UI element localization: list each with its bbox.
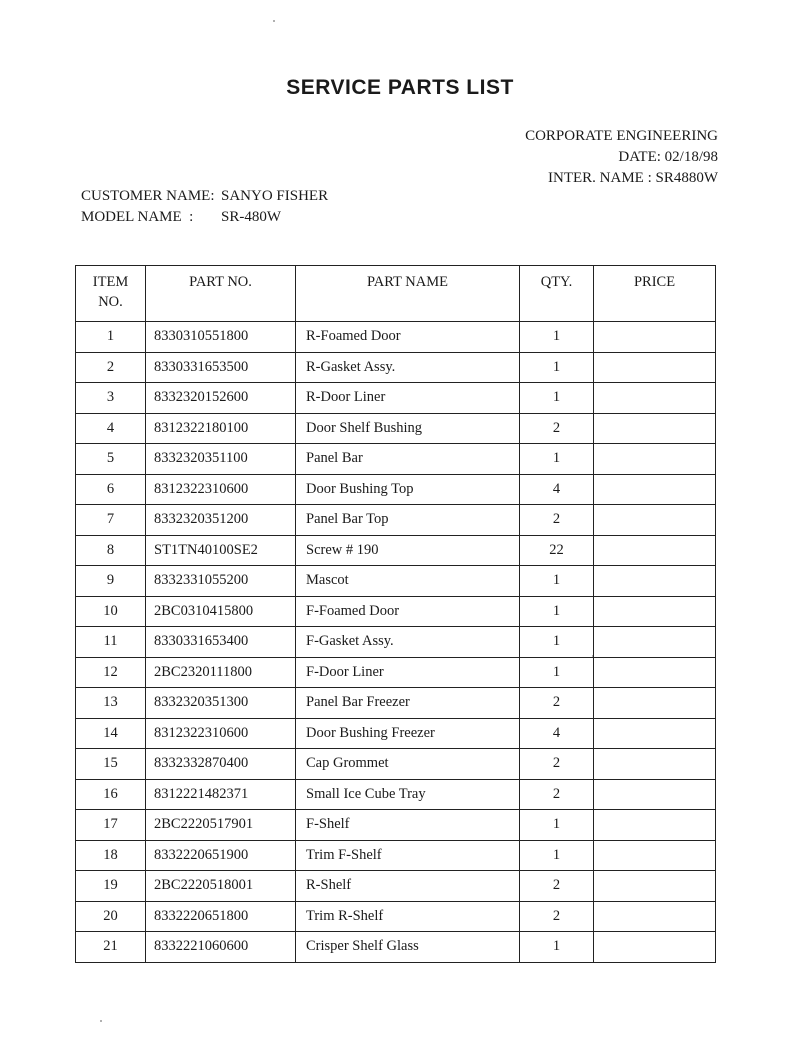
cell-item-no: 13 (76, 688, 146, 719)
cell-part-no: 8332221060600 (146, 932, 296, 963)
cell-part-no: 8312322310600 (146, 474, 296, 505)
cell-part-name: Mascot (296, 566, 520, 597)
cell-part-no: 8312221482371 (146, 779, 296, 810)
cell-part-name: Screw # 190 (296, 535, 520, 566)
table-row (76, 535, 716, 566)
table-row (76, 901, 716, 932)
cell-item-no: 15 (76, 749, 146, 780)
internal-name: INTER. NAME : SR4880W (548, 170, 718, 186)
cell-qty: 4 (520, 718, 594, 749)
cell-price (594, 505, 716, 536)
cell-part-no: 2BC2220518001 (146, 871, 296, 902)
table-row (76, 840, 716, 871)
cell-item-no: 16 (76, 779, 146, 810)
cell-qty: 1 (520, 840, 594, 871)
table-row (76, 718, 716, 749)
cell-item-no: 9 (76, 566, 146, 597)
customer-row (81, 186, 328, 207)
cell-part-name: F-Gasket Assy. (296, 627, 520, 658)
cell-part-no: 8312322180100 (146, 413, 296, 444)
table-row (76, 413, 716, 444)
cell-price (594, 474, 716, 505)
cell-item-no: 18 (76, 840, 146, 871)
cell-qty: 1 (520, 444, 594, 475)
cell-part-name: F-Shelf (296, 810, 520, 841)
cell-qty: 2 (520, 871, 594, 902)
cell-price (594, 322, 716, 353)
cell-part-no: 8330331653400 (146, 627, 296, 658)
table-row (76, 810, 716, 841)
cell-qty: 1 (520, 322, 594, 353)
cell-part-name: Cap Grommet (296, 749, 520, 780)
cell-part-name: Door Bushing Top (296, 474, 520, 505)
cell-price (594, 627, 716, 658)
cell-part-no: 8332320351200 (146, 505, 296, 536)
document-date: DATE: 02/18/98 (618, 149, 718, 165)
cell-part-name: Trim F-Shelf (296, 840, 520, 871)
cell-price (594, 383, 716, 414)
table-row (76, 871, 716, 902)
header-price: PRICE (594, 266, 716, 322)
scan-speck (100, 1020, 102, 1022)
table-row (76, 322, 716, 353)
cell-item-no: 12 (76, 657, 146, 688)
table-row (76, 749, 716, 780)
cell-part-name: Panel Bar Top (296, 505, 520, 536)
cell-qty: 1 (520, 352, 594, 383)
cell-qty: 1 (520, 596, 594, 627)
cell-item-no: 7 (76, 505, 146, 536)
cell-qty: 1 (520, 383, 594, 414)
cell-qty: 1 (520, 932, 594, 963)
cell-part-no: 8330331653500 (146, 352, 296, 383)
cell-item-no: 21 (76, 932, 146, 963)
model-label: MODEL NAME : (81, 209, 194, 225)
cell-qty: 22 (520, 535, 594, 566)
cell-part-name: Panel Bar (296, 444, 520, 475)
header-item-no: ITEM NO. (76, 266, 146, 322)
cell-part-name: Panel Bar Freezer (296, 688, 520, 719)
cell-price (594, 444, 716, 475)
cell-item-no: 2 (76, 352, 146, 383)
cell-price (594, 901, 716, 932)
cell-qty: 1 (520, 657, 594, 688)
header-qty: QTY. (520, 266, 594, 322)
cell-part-name: Crisper Shelf Glass (296, 932, 520, 963)
cell-item-no: 5 (76, 444, 146, 475)
cell-item-no: 17 (76, 810, 146, 841)
cell-price (594, 566, 716, 597)
cell-price (594, 352, 716, 383)
cell-price (594, 840, 716, 871)
cell-part-no: 8312322310600 (146, 718, 296, 749)
customer-info (81, 186, 328, 228)
cell-qty: 1 (520, 810, 594, 841)
cell-part-name: R-Gasket Assy. (296, 352, 520, 383)
cell-price (594, 779, 716, 810)
table-row (76, 566, 716, 597)
cell-part-name: Door Bushing Freezer (296, 718, 520, 749)
cell-part-name: Door Shelf Bushing (296, 413, 520, 444)
page-title: SERVICE PARTS LIST (286, 76, 514, 99)
cell-qty: 1 (520, 566, 594, 597)
table-row (76, 779, 716, 810)
cell-part-name: Trim R-Shelf (296, 901, 520, 932)
cell-part-no: 2BC2220517901 (146, 810, 296, 841)
table-row (76, 505, 716, 536)
department: CORPORATE ENGINEERING (525, 128, 718, 144)
cell-qty: 2 (520, 901, 594, 932)
cell-part-no: 8330310551800 (146, 322, 296, 353)
cell-part-no: 8332320351300 (146, 688, 296, 719)
cell-part-no: 8332220651800 (146, 901, 296, 932)
cell-part-name: R-Shelf (296, 871, 520, 902)
cell-item-no: 4 (76, 413, 146, 444)
cell-qty: 1 (520, 627, 594, 658)
cell-qty: 2 (520, 688, 594, 719)
cell-item-no: 20 (76, 901, 146, 932)
table-row (76, 383, 716, 414)
cell-part-no: 8332331055200 (146, 566, 296, 597)
scan-speck (273, 20, 275, 22)
table-row (76, 596, 716, 627)
cell-part-name: R-Foamed Door (296, 322, 520, 353)
corporate-info (525, 126, 718, 189)
cell-part-name: Small Ice Cube Tray (296, 779, 520, 810)
cell-qty: 4 (520, 474, 594, 505)
cell-price (594, 535, 716, 566)
cell-item-no: 14 (76, 718, 146, 749)
cell-part-no: 2BC2320111800 (146, 657, 296, 688)
model-row (81, 207, 328, 228)
cell-item-no: 10 (76, 596, 146, 627)
cell-part-name: F-Foamed Door (296, 596, 520, 627)
cell-item-no: 6 (76, 474, 146, 505)
table-row (76, 474, 716, 505)
header-part-no: PART NO. (146, 266, 296, 322)
table-row (76, 657, 716, 688)
cell-price (594, 932, 716, 963)
cell-part-no: 8332320351100 (146, 444, 296, 475)
cell-part-no: 8332332870400 (146, 749, 296, 780)
parts-table (75, 265, 716, 963)
cell-price (594, 413, 716, 444)
cell-price (594, 749, 716, 780)
parts-body (76, 322, 716, 963)
table-row (76, 627, 716, 658)
header-part-name: PART NAME (296, 266, 520, 322)
table-row (76, 688, 716, 719)
cell-part-no: 2BC0310415800 (146, 596, 296, 627)
cell-price (594, 871, 716, 902)
cell-item-no: 19 (76, 871, 146, 902)
cell-part-no: 8332320152600 (146, 383, 296, 414)
cell-price (594, 657, 716, 688)
cell-qty: 2 (520, 413, 594, 444)
cell-qty: 2 (520, 779, 594, 810)
cell-price (594, 810, 716, 841)
cell-item-no: 1 (76, 322, 146, 353)
cell-price (594, 596, 716, 627)
cell-qty: 2 (520, 505, 594, 536)
cell-part-name: F-Door Liner (296, 657, 520, 688)
table-row (76, 352, 716, 383)
customer-label: CUSTOMER NAME: (81, 188, 215, 204)
cell-price (594, 688, 716, 719)
cell-price (594, 718, 716, 749)
table-row (76, 932, 716, 963)
cell-qty: 2 (520, 749, 594, 780)
table-row (76, 444, 716, 475)
cell-part-no: 8332220651900 (146, 840, 296, 871)
cell-part-name: R-Door Liner (296, 383, 520, 414)
cell-item-no: 11 (76, 627, 146, 658)
customer-value: SANYO FISHER (221, 188, 329, 204)
cell-part-no: ST1TN40100SE2 (146, 535, 296, 566)
table-header-row (76, 266, 716, 322)
model-value: SR-480W (221, 209, 281, 225)
cell-item-no: 3 (76, 383, 146, 414)
cell-item-no: 8 (76, 535, 146, 566)
